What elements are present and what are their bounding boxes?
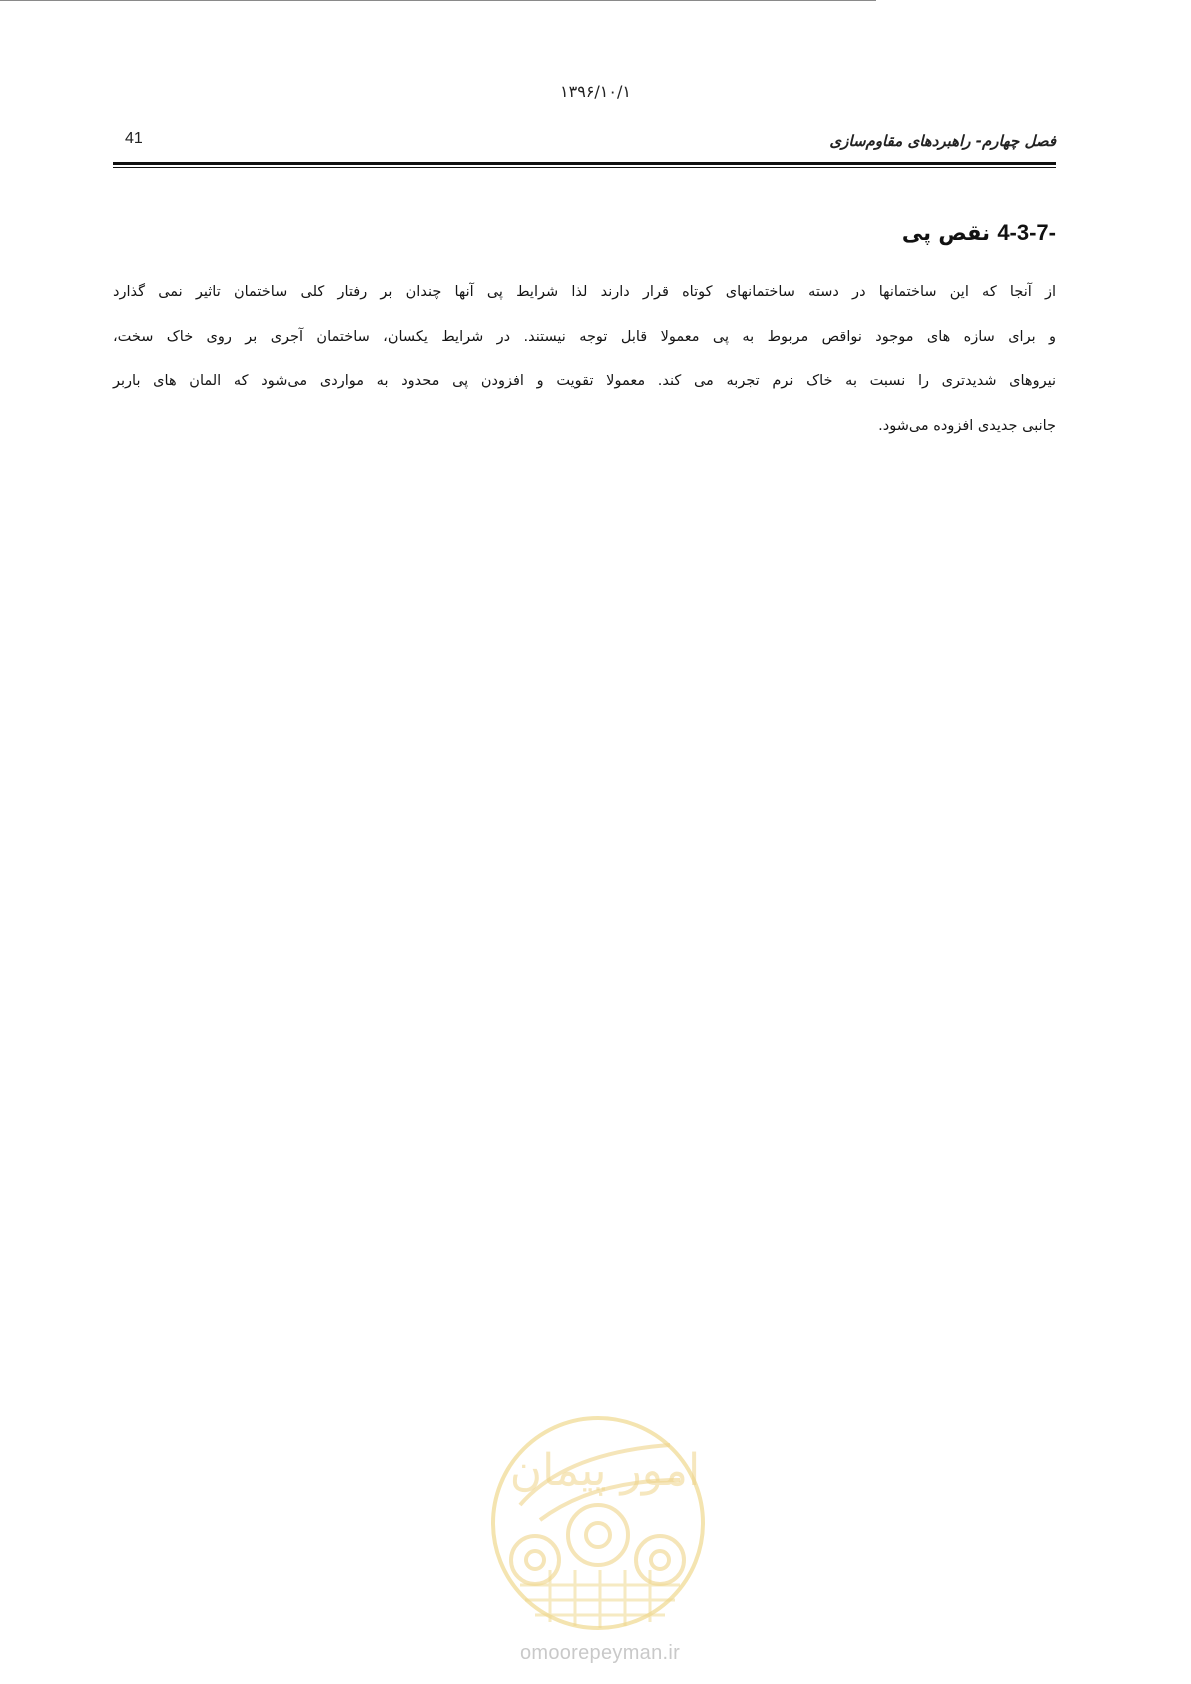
section-title: نقص پی — [901, 221, 990, 245]
header-rule-thick — [113, 162, 1056, 165]
top-edge-rule — [0, 0, 876, 1]
document-date: ۱۳۹۶/۱۰/۱ — [560, 82, 631, 101]
page-number: 41 — [125, 130, 143, 147]
section-number: 4-3-7- — [997, 220, 1056, 245]
paragraph-line: نیروهای شدیدتری را نسبت به خاک نرم تجربه می کند. معمولا تقویت و افزودن پی محدود به مواردی می‌شود که المان های باربر — [113, 373, 1056, 389]
chapter-title: فصل چهارم- راهبردهای مقاوم‌سازی — [829, 132, 1056, 150]
section-heading — [902, 220, 1056, 246]
watermark-url: omoorepeyman.ir — [519, 1642, 681, 1664]
paragraph-line: جانبی جدیدی افزوده می‌شود. — [878, 417, 1056, 434]
publisher-watermark — [480, 1410, 720, 1670]
header-rule-thin — [113, 167, 1056, 168]
page-header — [113, 130, 1056, 158]
paragraph-line: و برای سازه های موجود نواقص مربوط به پی معمولا قابل توجه نیستند. در شرایط یکسان، ساختمان آجری بر روی خاک سخت، — [113, 328, 1056, 345]
body-paragraph — [113, 270, 1056, 448]
watermark-logo-icon — [480, 1410, 720, 1640]
watermark-logo-text: امور پیمان — [509, 1445, 701, 1496]
paragraph-line: از آنجا که این ساختمانها در دسته ساختمانهای کوتاه قرار دارند لذا شرایط پی آنها چندان بر رفتار کلی ساختمان تاثیر نمی گذارد — [113, 284, 1056, 300]
